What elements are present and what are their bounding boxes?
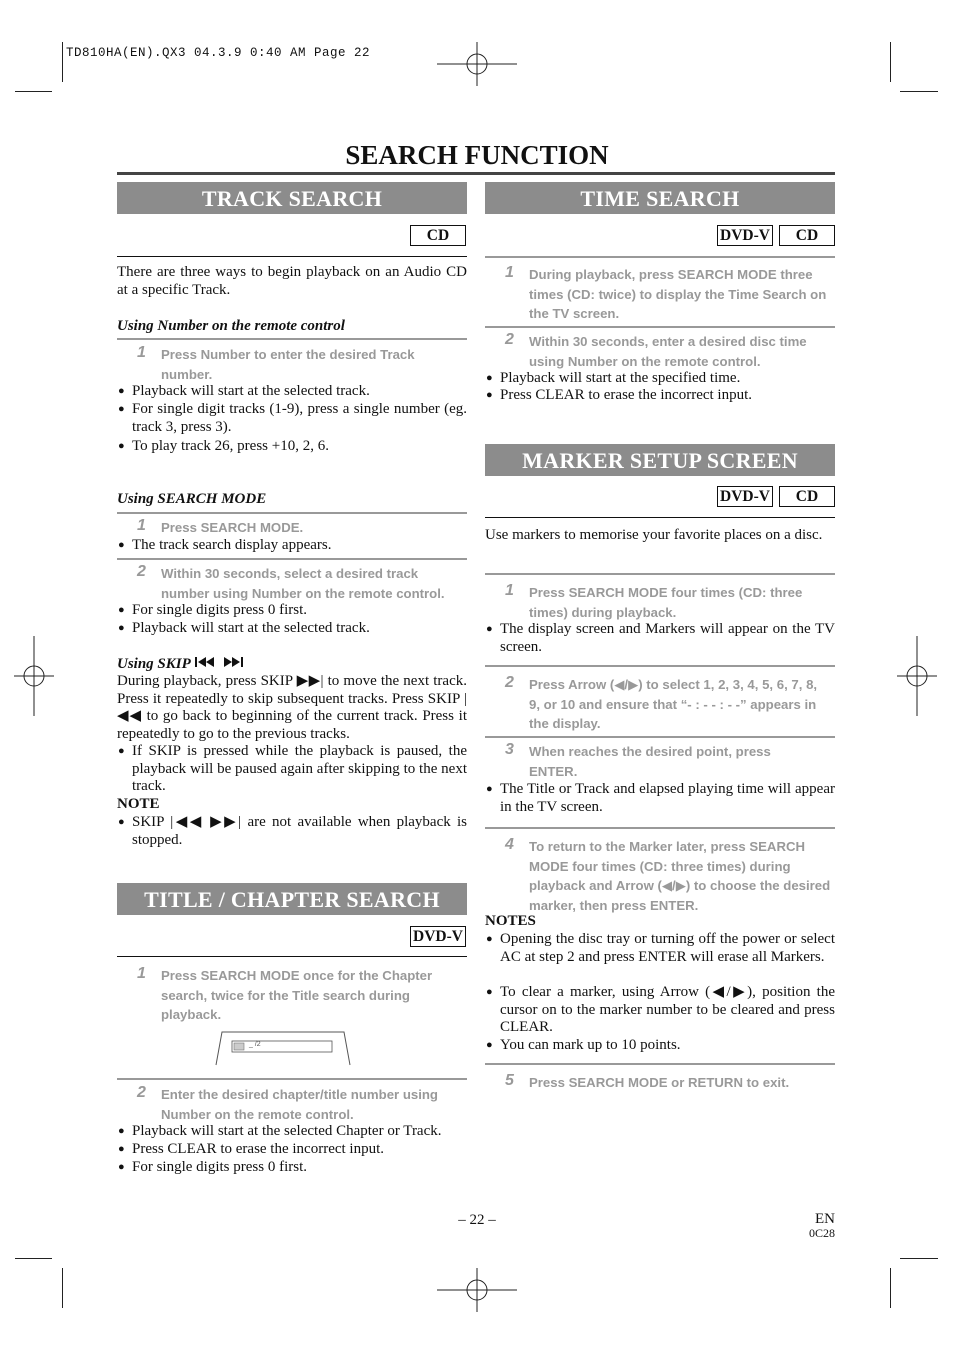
dvd-v-badge: DVD-V: [410, 926, 466, 947]
skip-buttons-icon: [194, 655, 250, 669]
step-text: Press SEARCH MODE four times (CD: three times) during playback.: [529, 585, 803, 620]
title-chapter-banner: TITLE / CHAPTER SEARCH: [117, 883, 467, 915]
divider: [117, 256, 467, 257]
step-number: 2: [505, 331, 514, 348]
cd-badge: CD: [410, 225, 466, 246]
note-heading: NOTE: [117, 796, 160, 812]
title-rule: [117, 172, 835, 175]
marker-setup-banner: MARKER SETUP SCREEN: [485, 444, 835, 476]
divider: [117, 558, 467, 560]
divider: [485, 1063, 835, 1065]
step-text: Press Number to enter the desired Track number.: [161, 347, 415, 382]
divider: [117, 956, 467, 957]
registration-mark-icon: [14, 636, 54, 716]
track-search-intro: There are three ways to begin playback on an Audio CD at a specific Track.: [117, 264, 467, 298]
track-search-banner: TRACK SEARCH: [117, 182, 467, 214]
page-title: SEARCH FUNCTION: [345, 140, 609, 170]
step-number: 2: [137, 563, 146, 580]
registration-mark-icon: [437, 1268, 517, 1312]
divider: [485, 827, 835, 829]
divider: [485, 256, 835, 258]
divider: [117, 512, 467, 514]
step-text: When reaches the desired point, press ENTER.: [529, 744, 771, 779]
subhead-number: Using Number on the remote control: [117, 318, 345, 334]
step-number: 2: [505, 674, 514, 691]
file-slug: TD810HA(EN).QX3 04.3.9 0:40 AM Page 22: [66, 46, 371, 60]
registration-mark-icon: [897, 636, 937, 716]
crop-mark: [890, 1268, 891, 1308]
document-code: 0C28: [808, 1226, 835, 1240]
crop-mark: [900, 1258, 938, 1259]
osd-chapter-text: _ /2: [249, 1041, 261, 1048]
crop-mark: [15, 91, 52, 92]
step-number: 1: [137, 965, 146, 982]
divider: [485, 517, 835, 518]
subhead-skip: Using SKIP: [117, 655, 250, 673]
registration-mark-icon: [437, 42, 517, 86]
divider: [485, 573, 835, 575]
time-search-banner: TIME SEARCH: [485, 182, 835, 214]
language-code: EN: [815, 1211, 835, 1227]
divider: [117, 1078, 467, 1080]
step-number: 1: [137, 517, 146, 534]
crop-mark: [62, 1268, 63, 1308]
tv-screen-illustration: [214, 1030, 352, 1066]
step-text: Enter the desired chapter/title number using Number on the remote control.: [161, 1087, 438, 1122]
step-number: 3: [505, 741, 514, 758]
divider: [117, 338, 467, 340]
step-number: 1: [505, 582, 514, 599]
step-text: Press SEARCH MODE.: [161, 520, 304, 535]
divider: [485, 736, 835, 738]
page-number: – 22 –: [458, 1212, 496, 1228]
step-text: Within 30 seconds, select a desired track number using Number on the remote control.: [161, 566, 445, 601]
step-text: Press SEARCH MODE or RETURN to exit.: [529, 1075, 790, 1090]
step-text: During playback, press SEARCH MODE three times (CD: twice) to display the Time Search on the TV screen.: [529, 267, 827, 321]
step-number: 5: [505, 1072, 514, 1089]
step-text: Press SEARCH MODE once for the Chapter search, twice for the Title search during playback.: [161, 968, 433, 1022]
subhead-search-mode: Using SEARCH MODE: [117, 491, 267, 507]
crop-mark: [15, 1258, 52, 1259]
skip-body: During playback, press SKIP ▶▶| to move the next track. Press it repeatedly to skip subsequent tracks. Press SKIP |◀◀ to go back to beginning of the current track. Press it repeatedly to go to the previous tracks.: [117, 673, 467, 742]
step-number: 1: [137, 344, 146, 361]
dvd-v-badge: DVD-V: [717, 225, 773, 246]
step-text: Within 30 seconds, enter a desired disc time using Number on the remote control.: [529, 334, 807, 369]
notes-heading: NOTES: [485, 913, 536, 929]
step-text: To return to the Marker later, press SEARCH MODE four times (CD: three times) during playback and Arrow (◀/▶) to choose the desired marker, then press ENTER.: [529, 839, 831, 913]
marker-intro: Use markers to memorise your favorite places on a disc.: [485, 527, 823, 543]
step-number: 2: [137, 1084, 146, 1101]
step-text: Press Arrow (◀/▶) to select 1, 2, 3, 4, 5, 6, 7, 8, 9, or 10 and ensure that “- : - - : - -” appears in the display.: [529, 677, 818, 731]
crop-mark: [890, 42, 891, 82]
divider: [485, 665, 835, 667]
cd-badge: CD: [779, 486, 835, 507]
crop-mark: [62, 42, 63, 82]
step-number: 4: [505, 836, 514, 853]
divider: [485, 326, 835, 328]
crop-mark: [900, 91, 938, 92]
dvd-v-badge: DVD-V: [717, 486, 773, 507]
cd-badge: CD: [779, 225, 835, 246]
step-number: 1: [505, 264, 514, 281]
